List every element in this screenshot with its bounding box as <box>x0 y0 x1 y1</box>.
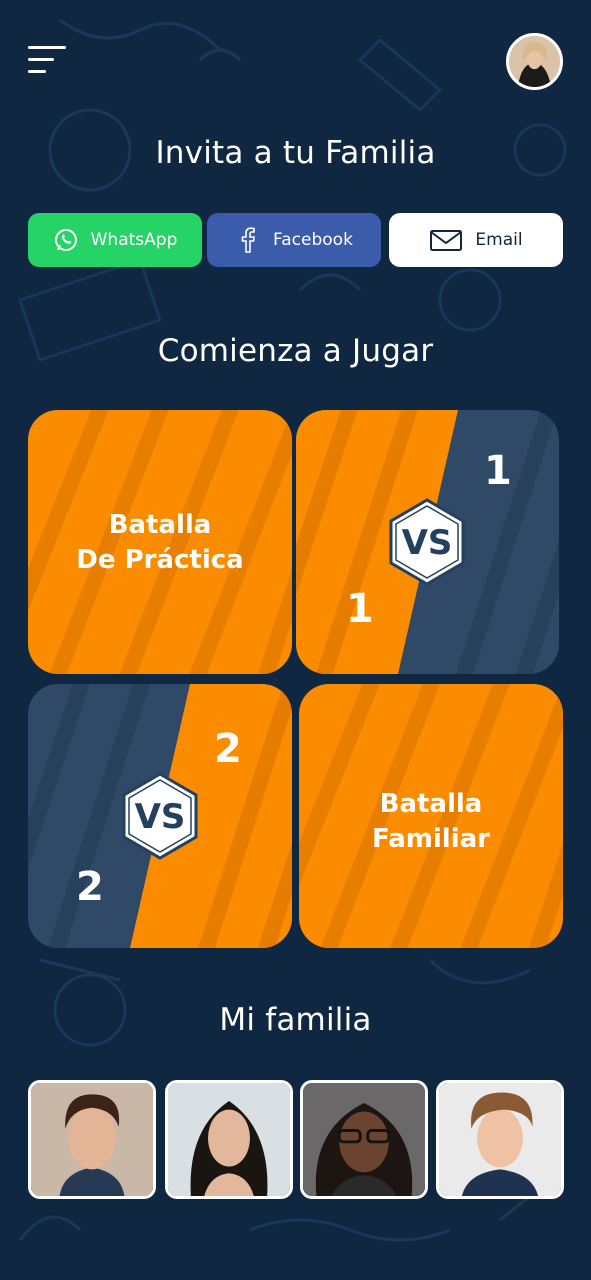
profile-avatar[interactable] <box>506 33 563 90</box>
family-battle-tile[interactable] <box>299 684 563 948</box>
whatsapp-label: WhatsApp <box>90 230 178 250</box>
vs-badge <box>387 497 467 587</box>
vs-badge <box>120 771 200 861</box>
family-member-photo-4[interactable] <box>436 1080 564 1199</box>
tile-label-line1: Batalla <box>108 510 212 540</box>
whatsapp-share-button[interactable] <box>28 213 202 267</box>
facebook-share-button[interactable] <box>207 213 381 267</box>
family-member-photo-3[interactable] <box>300 1080 428 1199</box>
vs-label: VS <box>401 523 453 563</box>
family-member-photo-1[interactable] <box>28 1080 156 1199</box>
invite-title: Invita a tu Familia <box>155 135 436 171</box>
opponent-count-left: 2 <box>76 864 104 910</box>
email-label: Email <box>475 230 523 250</box>
opponent-count-left: 1 <box>346 586 374 632</box>
practice-battle-tile[interactable] <box>28 410 292 674</box>
one-vs-one-tile[interactable] <box>296 410 559 674</box>
two-vs-two-tile[interactable] <box>28 684 292 948</box>
family-title: Mi familia <box>219 1002 372 1038</box>
opponent-count-right: 2 <box>214 726 242 772</box>
play-title: Comienza a Jugar <box>157 333 434 369</box>
vs-label: VS <box>134 797 186 837</box>
family-member-photo-2[interactable] <box>165 1080 293 1199</box>
tile-label-line2: De Práctica <box>76 545 244 575</box>
facebook-label: Facebook <box>273 230 353 250</box>
email-icon <box>429 227 463 253</box>
email-share-button[interactable] <box>389 213 563 267</box>
opponent-count-right: 1 <box>484 448 512 494</box>
tile-label-line2: Familiar <box>372 824 490 854</box>
hamburger-menu-icon[interactable] <box>26 44 68 78</box>
facebook-icon <box>235 227 261 253</box>
tile-label-line1: Batalla <box>379 789 483 819</box>
whatsapp-icon <box>53 227 79 253</box>
